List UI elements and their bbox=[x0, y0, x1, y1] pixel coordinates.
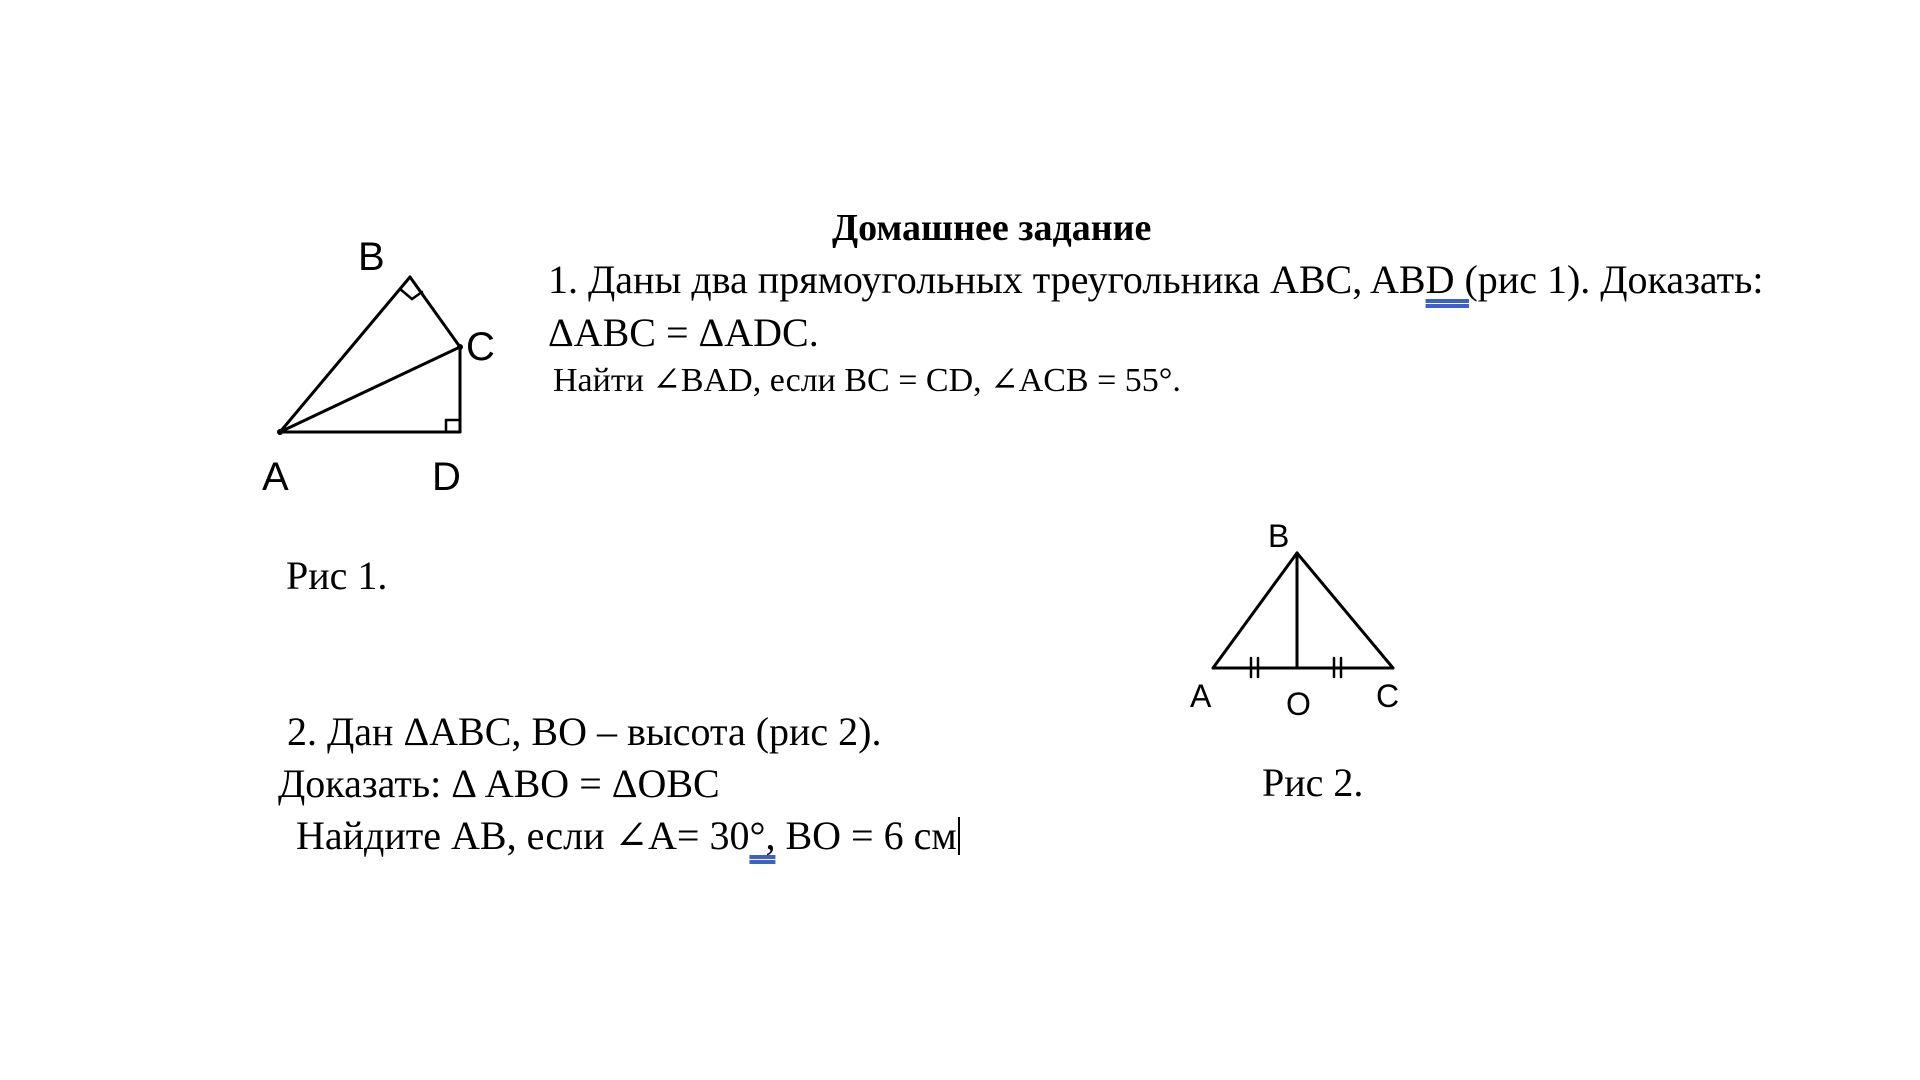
task1-line2: ΔABC = ΔADC. bbox=[548, 310, 819, 355]
task2-line3-mid: A= 30 bbox=[648, 813, 750, 858]
figure1-label-b: B bbox=[358, 235, 385, 279]
figure2-label-b: B bbox=[1268, 518, 1290, 554]
figure1-side-bc bbox=[410, 277, 460, 347]
task2-line3-suffix: ВО = 6 см bbox=[775, 813, 957, 858]
figure1-vertex-a bbox=[277, 429, 283, 435]
text-cursor bbox=[958, 817, 960, 855]
task1-line1-suffix: рис 1). Доказать: bbox=[1477, 257, 1764, 302]
figure1-label-c: C bbox=[466, 325, 495, 369]
task1-line3-prefix: Найти bbox=[553, 362, 653, 399]
angle-icon: ∠ bbox=[652, 362, 681, 399]
task2-line3[interactable] bbox=[296, 813, 960, 858]
figure1-diagram bbox=[260, 232, 510, 497]
figure2-diagram bbox=[1190, 515, 1420, 725]
figure2-label-a: A bbox=[1190, 678, 1212, 714]
task2-line1: 2. Дан ΔABC, BO – высота (рис 2). bbox=[287, 709, 882, 754]
figure1-right-angle-d bbox=[446, 420, 460, 432]
figure1-caption: Рис 1. bbox=[286, 553, 388, 598]
task1-line3 bbox=[553, 364, 1181, 398]
task2-line3-prefix: Найдите АВ, если bbox=[296, 813, 615, 858]
figure1-vertex-c bbox=[457, 344, 463, 350]
figure1-label-a: A bbox=[262, 455, 289, 497]
task1-line3-mid: BAD, если BC = CD, bbox=[680, 362, 991, 399]
page-title: Домашнее задание bbox=[832, 207, 1152, 249]
task2-line3-marked: °, bbox=[749, 813, 776, 858]
task1-line3-suffix: ACB = 55°. bbox=[1018, 362, 1181, 399]
figure2-caption: Рис 2. bbox=[1262, 760, 1364, 805]
angle-icon: ∠ bbox=[614, 813, 648, 858]
angle-icon: ∠ bbox=[990, 362, 1019, 399]
figure2-label-c: C bbox=[1376, 678, 1400, 714]
figure2-label-o: O bbox=[1286, 686, 1311, 722]
task1-line1 bbox=[548, 257, 1764, 302]
task2-line2: Доказать: Δ ABO = ΔOBC bbox=[278, 761, 720, 806]
figure2-side-bc bbox=[1297, 553, 1393, 668]
task1-line1-marked: D ( bbox=[1425, 257, 1478, 302]
task1-line1-prefix: 1. Даны два прямоугольных треугольника ABC, AB bbox=[548, 257, 1426, 302]
figure2-side-ab bbox=[1213, 553, 1297, 668]
figure1-side-ab bbox=[280, 277, 410, 432]
figure1-side-ac bbox=[280, 347, 460, 432]
figure1-label-d: D bbox=[432, 455, 461, 497]
